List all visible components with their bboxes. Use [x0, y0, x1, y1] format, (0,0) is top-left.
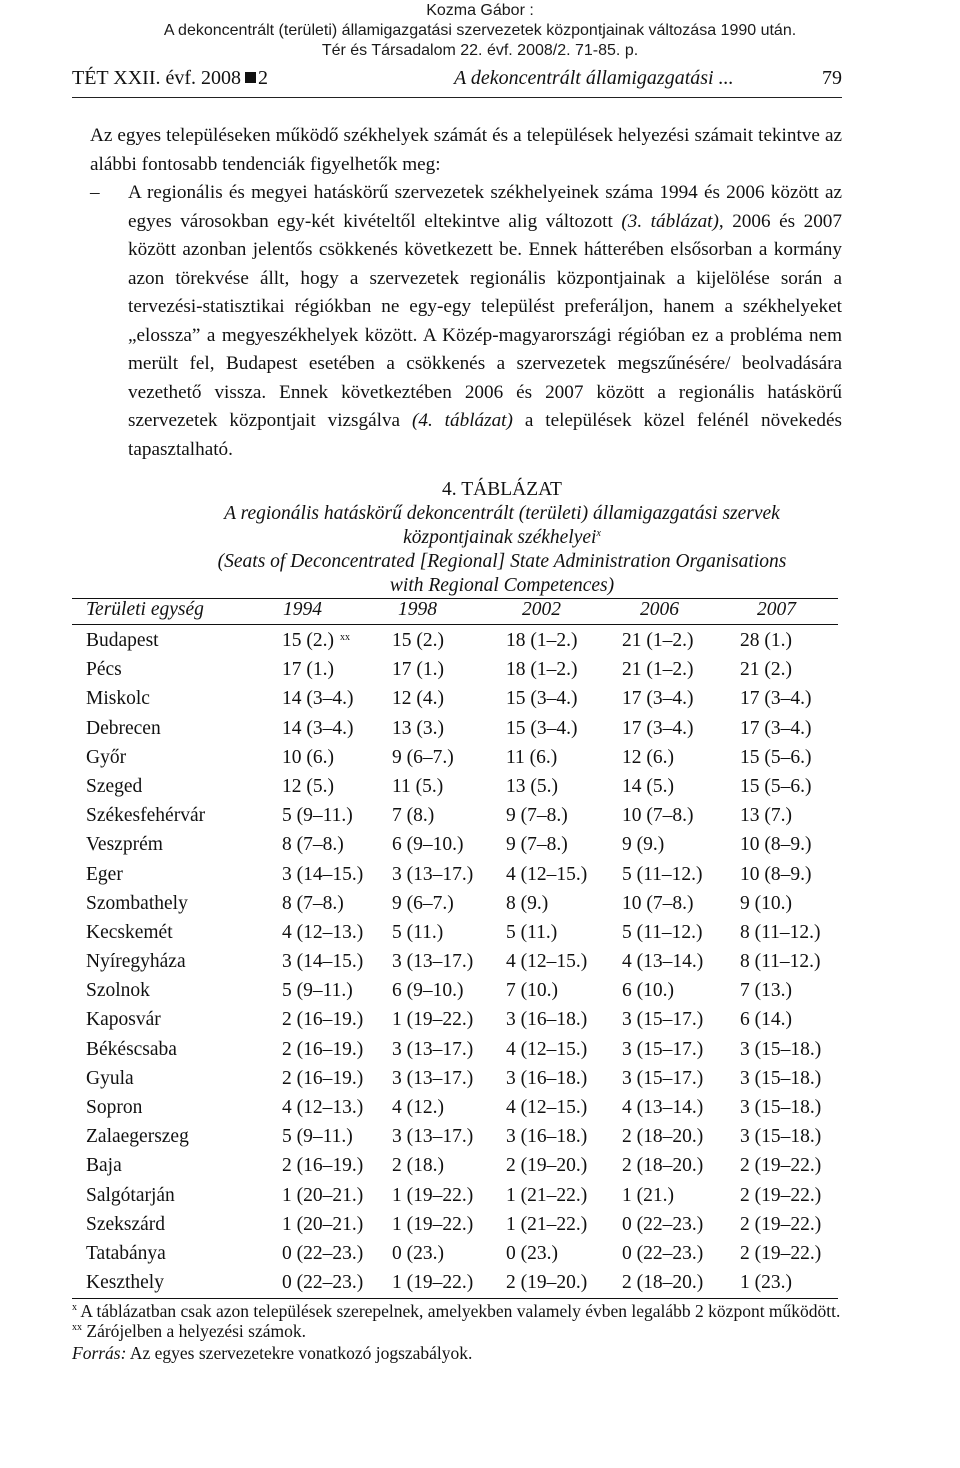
table-row: [86, 772, 846, 801]
table-cell: 5 (11.): [392, 921, 444, 943]
table-cell: 1 (23.): [740, 1272, 792, 1294]
table-cell: 10 (6.): [282, 746, 334, 768]
table-cell: 3 (13–17.): [392, 863, 474, 885]
source-label: Forrás:: [72, 1343, 127, 1363]
table-cell: 10 (7–8.): [622, 805, 694, 827]
row-label: Békéscsaba: [86, 1038, 177, 1060]
table-row: [86, 860, 846, 889]
table-cell: 8 (7–8.): [282, 834, 344, 856]
table-row: [86, 1268, 846, 1297]
table-cell: 6 (10.): [622, 980, 674, 1002]
dash-bullet: –: [90, 182, 100, 203]
table-title-hu-cont: központjainak székhelyei$^x$: [403, 527, 601, 548]
table-row: [86, 1064, 846, 1093]
table-cell: 11 (6.): [506, 746, 558, 768]
table-cell: 1 (20–21.): [282, 1213, 364, 1235]
table-cell: 9 (6–7.): [392, 892, 454, 914]
table-cell: 4 (12–15.): [506, 863, 588, 885]
table-row: [86, 1035, 846, 1064]
table-cell: 15 (3–4.): [506, 717, 578, 739]
table-cell: 14 (5.): [622, 775, 674, 797]
table-cell: 28 (1.): [740, 630, 792, 651]
table-cell: 1 (19–22.): [392, 1184, 474, 1206]
table-cell: 17 (1.): [282, 659, 334, 681]
table-row: [86, 1210, 846, 1239]
table-cell: 10 (8–9.): [740, 863, 812, 885]
table-cell: 11 (5.): [392, 775, 444, 797]
table-cell: 4 (12–15.): [506, 951, 588, 973]
table-cell: 13 (5.): [506, 775, 558, 797]
column-header-2007: 2007: [757, 599, 796, 620]
running-head-journal: TÉT XXII. évf. 2008 2: [72, 67, 269, 89]
table-cell: 10 (8–9.): [740, 834, 812, 856]
page-number: 79: [822, 67, 842, 89]
table-cell: 17 (3–4.): [622, 688, 694, 710]
table-row: [86, 655, 846, 684]
table-cell: 1 (21.): [622, 1184, 674, 1206]
table-cell: 7 (10.): [506, 980, 558, 1002]
table-cell: 17 (3–4.): [740, 688, 812, 710]
table-cell: 4 (13–14.): [622, 1097, 704, 1118]
table-cell: 12 (4.): [392, 688, 444, 710]
table-row: [86, 801, 846, 830]
table-cell: 3 (14–15.): [282, 863, 364, 885]
table-cell: 2 (16–19.): [282, 1009, 364, 1031]
row-label: Szolnok: [86, 980, 150, 1002]
row-label: Pécs: [86, 659, 122, 681]
row-label: Salgótarján: [86, 1184, 175, 1206]
table-cell: 3 (14–15.): [282, 951, 364, 973]
table-cell: 4 (12–13.): [282, 1097, 364, 1118]
table-row: [86, 743, 846, 772]
row-label: Debrecen: [86, 717, 161, 739]
table-cell: 3 (15–18.): [740, 1038, 822, 1060]
table-cell: 12 (5.): [282, 775, 334, 797]
table-cell: 7 (13.): [740, 980, 792, 1002]
table-cell: 1 (21–22.): [506, 1213, 588, 1235]
table-cell: 3 (16–18.): [506, 1067, 588, 1089]
table-row: [86, 1122, 846, 1151]
table-cell: 3 (15–17.): [622, 1038, 704, 1060]
table-cell: 0 (22–23.): [622, 1242, 704, 1264]
table-row: [86, 918, 846, 947]
table-cell: 15 (5–6.): [740, 775, 812, 797]
table-row: [86, 889, 846, 918]
row-label: Keszthely: [86, 1272, 164, 1294]
table-cell: 15 (2.): [392, 630, 444, 651]
table-cell: 2 (16–19.): [282, 1038, 364, 1060]
table-cell: 5 (11.): [506, 921, 558, 943]
table-row: [86, 976, 846, 1005]
table-cell: 9 (6–7.): [392, 746, 454, 768]
column-header-region: Területi egység: [86, 599, 204, 620]
table-cell: 12 (6.): [622, 746, 674, 768]
row-label: Baja: [86, 1155, 122, 1177]
table-cell: 4 (12–13.): [282, 921, 364, 943]
table-cell: 1 (21–22.): [506, 1184, 588, 1206]
table-cell: 3 (13–17.): [392, 1038, 474, 1060]
table-bottom-rule: [72, 1298, 838, 1299]
table-cell: 9 (10.): [740, 892, 792, 914]
table-header-rule: [72, 624, 838, 625]
table-cell: 6 (9–10.): [392, 980, 464, 1002]
table-cell: 1 (20–21.): [282, 1184, 364, 1206]
table-cell: 2 (18–20.): [622, 1155, 704, 1177]
table-cell: 2 (19–22.): [740, 1213, 822, 1235]
table-cell: 21 (1–2.): [622, 659, 694, 681]
table-cell: 3 (13–17.): [392, 951, 474, 973]
table-cell: 4 (13–14.): [622, 951, 704, 973]
table-cell: 0 (22–23.): [622, 1213, 704, 1235]
table-cell: 15 (2.): [282, 630, 334, 651]
table-cell: 17 (1.): [392, 659, 444, 681]
table-cell: 3 (16–18.): [506, 1009, 588, 1031]
table-cell: 13 (7.): [740, 805, 792, 827]
row-label: Szombathely: [86, 892, 188, 914]
intro-text: Az egyes településeken működő székhelyek számát és a települések helyezési számait tekintve az alábbi fontosabb tendenciák figyelhetők meg:: [90, 125, 842, 175]
table-cell: 0 (23.): [506, 1242, 558, 1264]
table-cell: 1 (19–22.): [392, 1213, 474, 1235]
table-cell: 5 (11–12.): [622, 921, 703, 943]
row-label: Veszprém: [86, 834, 163, 856]
row-label: Gyula: [86, 1067, 134, 1089]
square-bullet-icon: [245, 72, 256, 83]
intro-paragraph: [90, 122, 842, 179]
row-label: Székesfehérvár: [86, 805, 206, 827]
table-cell: 15 (3–4.): [506, 688, 578, 710]
table-cell: 15 (5–6.): [740, 746, 812, 768]
table-cell: 3 (15–18.): [740, 1126, 822, 1148]
row-label: Kecskemét: [86, 921, 173, 943]
table-cell: 4 (12.): [392, 1097, 444, 1118]
table-cell: 3 (15–18.): [740, 1097, 822, 1118]
table-cell: 9 (7–8.): [506, 834, 568, 856]
table-cell: 0 (22–23.): [282, 1242, 364, 1264]
table-title-en-cont: with Regional Competences): [389, 575, 615, 596]
table-cell: 2 (18–20.): [622, 1126, 704, 1148]
table-reference-4: (4. táblázat): [411, 410, 513, 431]
table-cell: 4 (12–15.): [506, 1097, 588, 1118]
column-header-2002: 2002: [522, 599, 561, 620]
table-row: [86, 1239, 846, 1268]
list-item-content: [128, 179, 842, 464]
table-cell: 8 (9.): [506, 892, 549, 914]
row-label: Szekszárd: [86, 1213, 166, 1235]
table-cell: 2 (19–20.): [506, 1155, 588, 1177]
row-label: Budapest: [86, 630, 159, 651]
table-cell: 0 (22–23.): [282, 1272, 364, 1294]
citation-author: Kozma Gábor :: [426, 2, 534, 19]
table-row: [86, 1093, 846, 1122]
table-cell: 9 (7–8.): [506, 805, 568, 827]
table-cell: 8 (7–8.): [282, 892, 344, 914]
table-cell: 2 (19–22.): [740, 1242, 822, 1264]
source-text: Az egyes szervezetekre vonatkozó jogszabályok.: [126, 1343, 473, 1363]
table-row: [86, 1005, 846, 1034]
table-cell: 2 (18–20.): [622, 1272, 704, 1294]
table-cell: 13 (3.): [392, 717, 444, 739]
table-title-hu: A regionális hatáskörű dekoncentrált (területi) államigazgatási szervek: [224, 503, 780, 524]
row-label: Kaposvár: [86, 1009, 161, 1031]
table-header: [86, 599, 846, 625]
table-cell: 3 (15–17.): [622, 1009, 704, 1031]
table-row: Budapest 15 (2.) xx 15 (2.) 18 (1–2.) 21 (1–2.) 28 (1.): [86, 626, 846, 655]
table-row: [86, 1181, 846, 1210]
table-cell: 2 (16–19.): [282, 1067, 364, 1089]
table-cell: 14 (3–4.): [282, 717, 354, 739]
running-head: [72, 67, 842, 98]
table-cell: 14 (3–4.): [282, 688, 354, 710]
row-label: Nyíregyháza: [86, 951, 186, 973]
table-cell: 2 (16–19.): [282, 1155, 364, 1177]
table-cell: 4 (12–15.): [506, 1038, 588, 1060]
row-label: Győr: [86, 746, 127, 768]
table-cell: 2 (19–20.): [506, 1272, 588, 1294]
table-cell: 10 (7–8.): [622, 892, 694, 914]
table-cell: 5 (9–11.): [282, 980, 353, 1002]
table-cell: 18 (1–2.): [506, 659, 578, 681]
table-cell: 3 (15–17.): [622, 1067, 704, 1089]
table-row: [86, 1151, 846, 1180]
table-cell: 7 (8.): [392, 805, 435, 827]
table-title-en: (Seats of Deconcentrated [Regional] State Administration Organisations: [217, 551, 787, 572]
table-cell: 17 (3–4.): [740, 717, 812, 739]
table-cell: 17 (3–4.): [622, 717, 694, 739]
source-note: [72, 1343, 842, 1363]
table-body: [86, 626, 846, 1297]
table-cell: 1 (19–22.): [392, 1272, 474, 1294]
table-cell: 8 (11–12.): [740, 921, 821, 943]
row-label: Miskolc: [86, 688, 150, 710]
table-cell: 0 (23.): [392, 1242, 444, 1264]
table-cell: 3 (13–17.): [392, 1126, 474, 1148]
table-number: 4. TÁBLÁZAT: [442, 479, 562, 500]
row-label: Eger: [86, 863, 123, 885]
running-head-title: A dekoncentrált államigazgatási ...: [454, 67, 734, 89]
table-cell: 21 (1–2.): [622, 630, 694, 651]
table-cell: 18 (1–2.): [506, 630, 578, 651]
list-item-text: A regionális és megyei hatáskörű szervezetek székhelyeinek száma 1994 és 2006 között az egyes városokban egy-két kivételtől eltekintve alig változott (3. táblázat), 2006 és 2007 között azonban jelentős csökkenés következett be. Ennek hátterében elsősorban a kormány azon törekvése állt, hogy a szervezetek regionális központjainak a kijelölése során a tervezési-statisztikai régiókban ne egy-egy települést preferáljon, hanem a székhelyeket „elossza” a megyeszékhelyek között. A Közép-magyarországi régióban ez a probléma nem merült fel, Budapest esetében a csökkenés a szervezetek megszűnésére/ beolvadására vezethető vissza. Ennek következtében 2006 és 2007 között a regionális hatáskörű szervezetek központjait vizsgálva (4. táblázat) a települések közel felénél növekedés tapasztalható.: [128, 182, 842, 460]
table-cell: 5 (11–12.): [622, 863, 703, 885]
citation-source: Tér és Társadalom 22. évf. 2008/2. 71-85. p.: [321, 42, 639, 59]
table-cell: 1 (19–22.): [392, 1009, 474, 1031]
table-row: [86, 830, 846, 859]
row-label: Tatabánya: [86, 1242, 166, 1264]
column-header-1998: 1998: [398, 599, 437, 620]
table-row: [86, 684, 846, 713]
table-cell: 21 (2.): [740, 659, 792, 681]
table-cell: 3 (16–18.): [506, 1126, 588, 1148]
row-label: Sopron: [86, 1097, 143, 1118]
dash-list-item: [90, 179, 842, 464]
table-cell: 2 (19–22.): [740, 1184, 822, 1206]
citation-title: A dekoncentrált (területi) államigazgatási szervezetek központjainak változása 1990 után.: [163, 22, 797, 39]
row-label: Zalaegerszeg: [86, 1126, 189, 1148]
table-reference-3: (3. táblázat): [621, 210, 719, 232]
table-row: [86, 947, 846, 976]
table-row: [86, 714, 846, 743]
table-cell: 6 (9–10.): [392, 834, 464, 856]
table-footnote: $^x$ A táblázatban csak azon települések szerepelnek, amelyekben valamely évben legalább 2 központ működött. $^{xx}$ Zárójelben a helyezési számok.: [72, 1301, 841, 1341]
table-cell: 6 (14.): [740, 1009, 792, 1031]
table-cell: 8 (11–12.): [740, 951, 821, 973]
table-cell: 2 (19–22.): [740, 1155, 822, 1177]
table-cell: 9 (9.): [622, 834, 665, 856]
column-header-2006: 2006: [640, 599, 679, 620]
table-cell: 3 (13–17.): [392, 1067, 474, 1089]
table-cell: 2 (18.): [392, 1155, 444, 1177]
table-cell: 3 (15–18.): [740, 1067, 822, 1089]
table-cell: 5 (9–11.): [282, 1126, 353, 1148]
column-header-1994: 1994: [283, 599, 322, 620]
row-label: Szeged: [86, 775, 143, 797]
table-cell: 5 (9–11.): [282, 805, 353, 827]
